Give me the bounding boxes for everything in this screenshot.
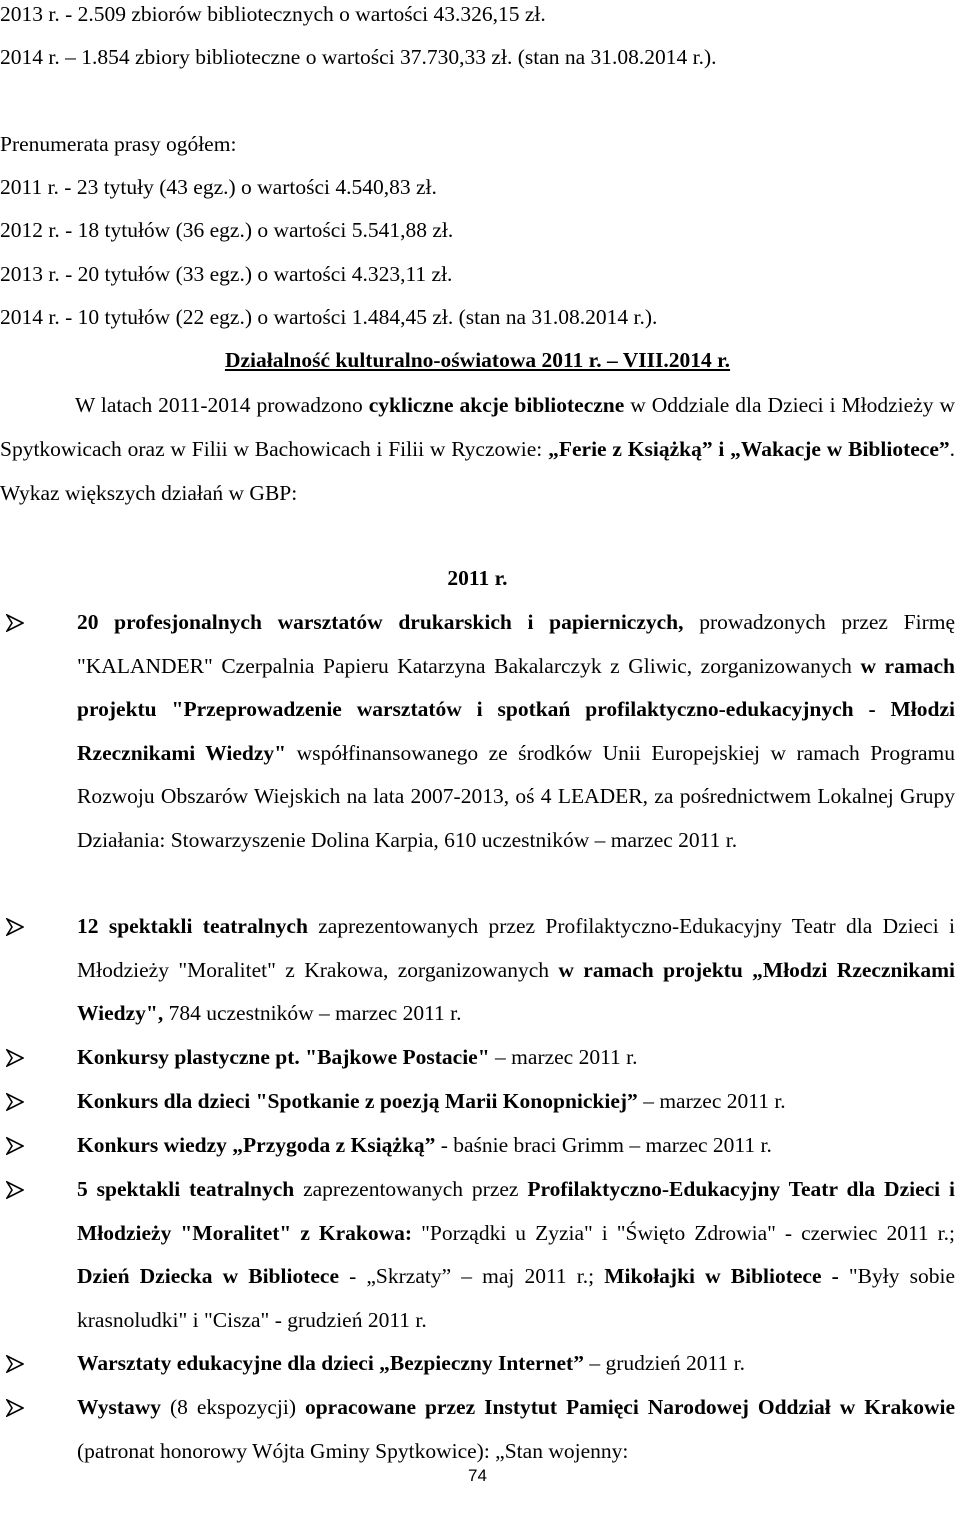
subscription-row-2014: 2014 r. - 10 tytułów (22 egz.) o wartości 1.484,45 zł. (stan na 31.08.2014 r.).	[0, 305, 658, 329]
item-bold-text: Wystawy	[77, 1395, 162, 1419]
item-bold-text: Konkursy plastyczne pt. "Bajkowe Postacie"	[77, 1045, 490, 1069]
item-text: 784 uczestników – marzec 2011 r.	[163, 1001, 462, 1026]
list-item-text	[77, 1124, 955, 1168]
subscription-row-2012: 2012 r. - 18 tytułów (36 egz.) o wartości 5.541,88 zł.	[0, 218, 454, 242]
list-item-text	[77, 1386, 955, 1473]
list-item	[0, 905, 955, 1036]
item-text: zaprezentowanych przez	[294, 1177, 528, 1201]
arrow-bullet-icon	[6, 1386, 32, 1430]
page-number: 74	[468, 1466, 487, 1485]
collection-2013-line: 2013 r. - 2.509 zbiorów bibliotecznych o wartości 43.326,15 zł.	[0, 2, 546, 26]
item-bold-text: 20 profesjonalnych warsztatów drukarskich i papierniczych,	[77, 610, 684, 634]
list-item	[0, 1036, 955, 1080]
item-text: współfinansowanego ze środków Unii Europejskiej w ramach Programu Rozwoju Obszarów Wiejskich na lata 2007-2013, oś 4 LEADER, za pośrednictwem Lokalnej Grupy Działania: Stowarzyszenie Dolina Karpia, 610 uczestników – marzec 2011 r.	[77, 740, 955, 852]
year-heading: 2011 r.	[447, 566, 508, 590]
list-item-text	[77, 601, 955, 863]
item-bold-text: Konkurs dla dzieci "Spotkanie z poezją Marii Konopnickiej”	[77, 1089, 638, 1113]
subscription-row-2011: 2011 r. - 23 tytuły (43 egz.) o wartości 4.540,83 zł.	[0, 175, 437, 199]
list-item	[0, 1168, 955, 1342]
item-text: (patronat honorowy Wójta Gminy Spytkowice): „Stan wojenny:	[77, 1438, 629, 1463]
item-bold-text: w ramach projektu "Przeprowadzenie warsztatów i spotkań profilaktyczno-edukacyjnych - Młodzi Rzecznikami Wiedzy"	[77, 653, 955, 765]
list-item	[0, 601, 955, 863]
list-item	[0, 1124, 955, 1168]
item-bold-text: opracowane przez Instytut Pamięci Narodowej Oddział w Krakowie	[304, 1395, 956, 1419]
subscriptions-title: Prenumerata prasy ogółem:	[0, 132, 237, 156]
item-bold-text: w ramach projektu „Młodzi Rzecznikami Wiedzy",	[77, 957, 956, 1026]
item-bold-text: Profilaktyczno-Edukacyjny Teatr dla Dzieci i Młodzieży "Moralitet" z Krakowa:	[77, 1177, 955, 1245]
intro-bold-actions: cykliczne akcje biblioteczne	[368, 393, 625, 417]
list-item-text	[77, 1036, 955, 1080]
arrow-bullet-icon	[6, 1124, 32, 1168]
list-item-text	[77, 1342, 955, 1386]
arrow-bullet-icon	[6, 1168, 32, 1212]
arrow-bullet-icon	[6, 601, 32, 645]
section-intro-paragraph	[0, 383, 955, 515]
item-text: – grudzień 2011 r.	[583, 1351, 745, 1375]
item-bold-text: Warsztaty edukacyjne dla dzieci „Bezpieczny Internet”	[77, 1351, 584, 1375]
list-item	[0, 1342, 955, 1386]
list-item-text	[77, 905, 955, 1036]
item-text: - baśnie braci Grimm – marzec 2011 r.	[435, 1133, 772, 1157]
item-text: zaprezentowanych przez Profilaktyczno-Edukacyjny Teatr dla Dzieci i Młodzieży "Moralitet" z Krakowa, zorganizowanych	[77, 914, 955, 982]
intro-text: . Wykaz większych działań w GBP:	[0, 437, 955, 505]
intro-text: W latach 2011-2014 prowadzono	[75, 393, 369, 417]
subscription-row-2013: 2013 r. - 20 tytułów (33 egz.) o wartości 4.323,11 zł.	[0, 262, 453, 286]
collection-2014-line: 2014 r. – 1.854 zbiory biblioteczne o wartości 37.730,33 zł. (stan na 31.08.2014 r.).	[0, 45, 717, 69]
item-bold-text: Konkurs wiedzy „Przygoda z Książką”	[77, 1133, 436, 1157]
item-bold-text: 12 spektakli teatralnych	[77, 914, 308, 938]
intro-bold-events: „Ferie z Książką” i „Wakacje w Bibliotece”	[548, 437, 950, 461]
item-text: – marzec 2011 r.	[637, 1089, 786, 1113]
item-bold-text: Dzień Dziecka w Bibliotece	[77, 1264, 339, 1289]
list-item	[0, 1386, 955, 1473]
item-bold-text: Mikołajki w Bibliotece -	[604, 1264, 839, 1289]
intro-text: w Oddziale dla Dzieci i Młodzieży w Spytkowicach oraz w Filii w Bachowicach i Filii w Ryczowie:	[0, 393, 955, 461]
arrow-bullet-icon	[6, 1080, 32, 1124]
list-item-text	[77, 1080, 955, 1124]
item-text: "Były sobie krasnoludki" i "Cisza" - grudzień 2011 r.	[77, 1264, 955, 1332]
section-heading: Działalność kulturalno-oświatowa 2011 r. – VIII.2014 r.	[224, 348, 731, 372]
item-bold-text: 5 spektakli teatralnych	[77, 1177, 295, 1201]
arrow-bullet-icon	[6, 1036, 32, 1080]
item-text: "Porządki u Zyzia" i "Święto Zdrowia" - czerwiec 2011 r.;	[412, 1220, 955, 1245]
item-text: - „Skrzaty” – maj 2011 r.;	[339, 1264, 605, 1289]
item-text: (8 ekspozycji)	[161, 1395, 305, 1419]
item-text: – marzec 2011 r.	[489, 1045, 638, 1069]
list-item-text	[77, 1168, 955, 1342]
item-text: prowadzonych przez Firmę "KALANDER" Czerpalnia Papieru Katarzyna Bakalarczyk z Gliwic, zorganizowanych	[77, 610, 955, 678]
arrow-bullet-icon	[6, 905, 32, 949]
list-item	[0, 1080, 955, 1124]
arrow-bullet-icon	[6, 1342, 32, 1386]
